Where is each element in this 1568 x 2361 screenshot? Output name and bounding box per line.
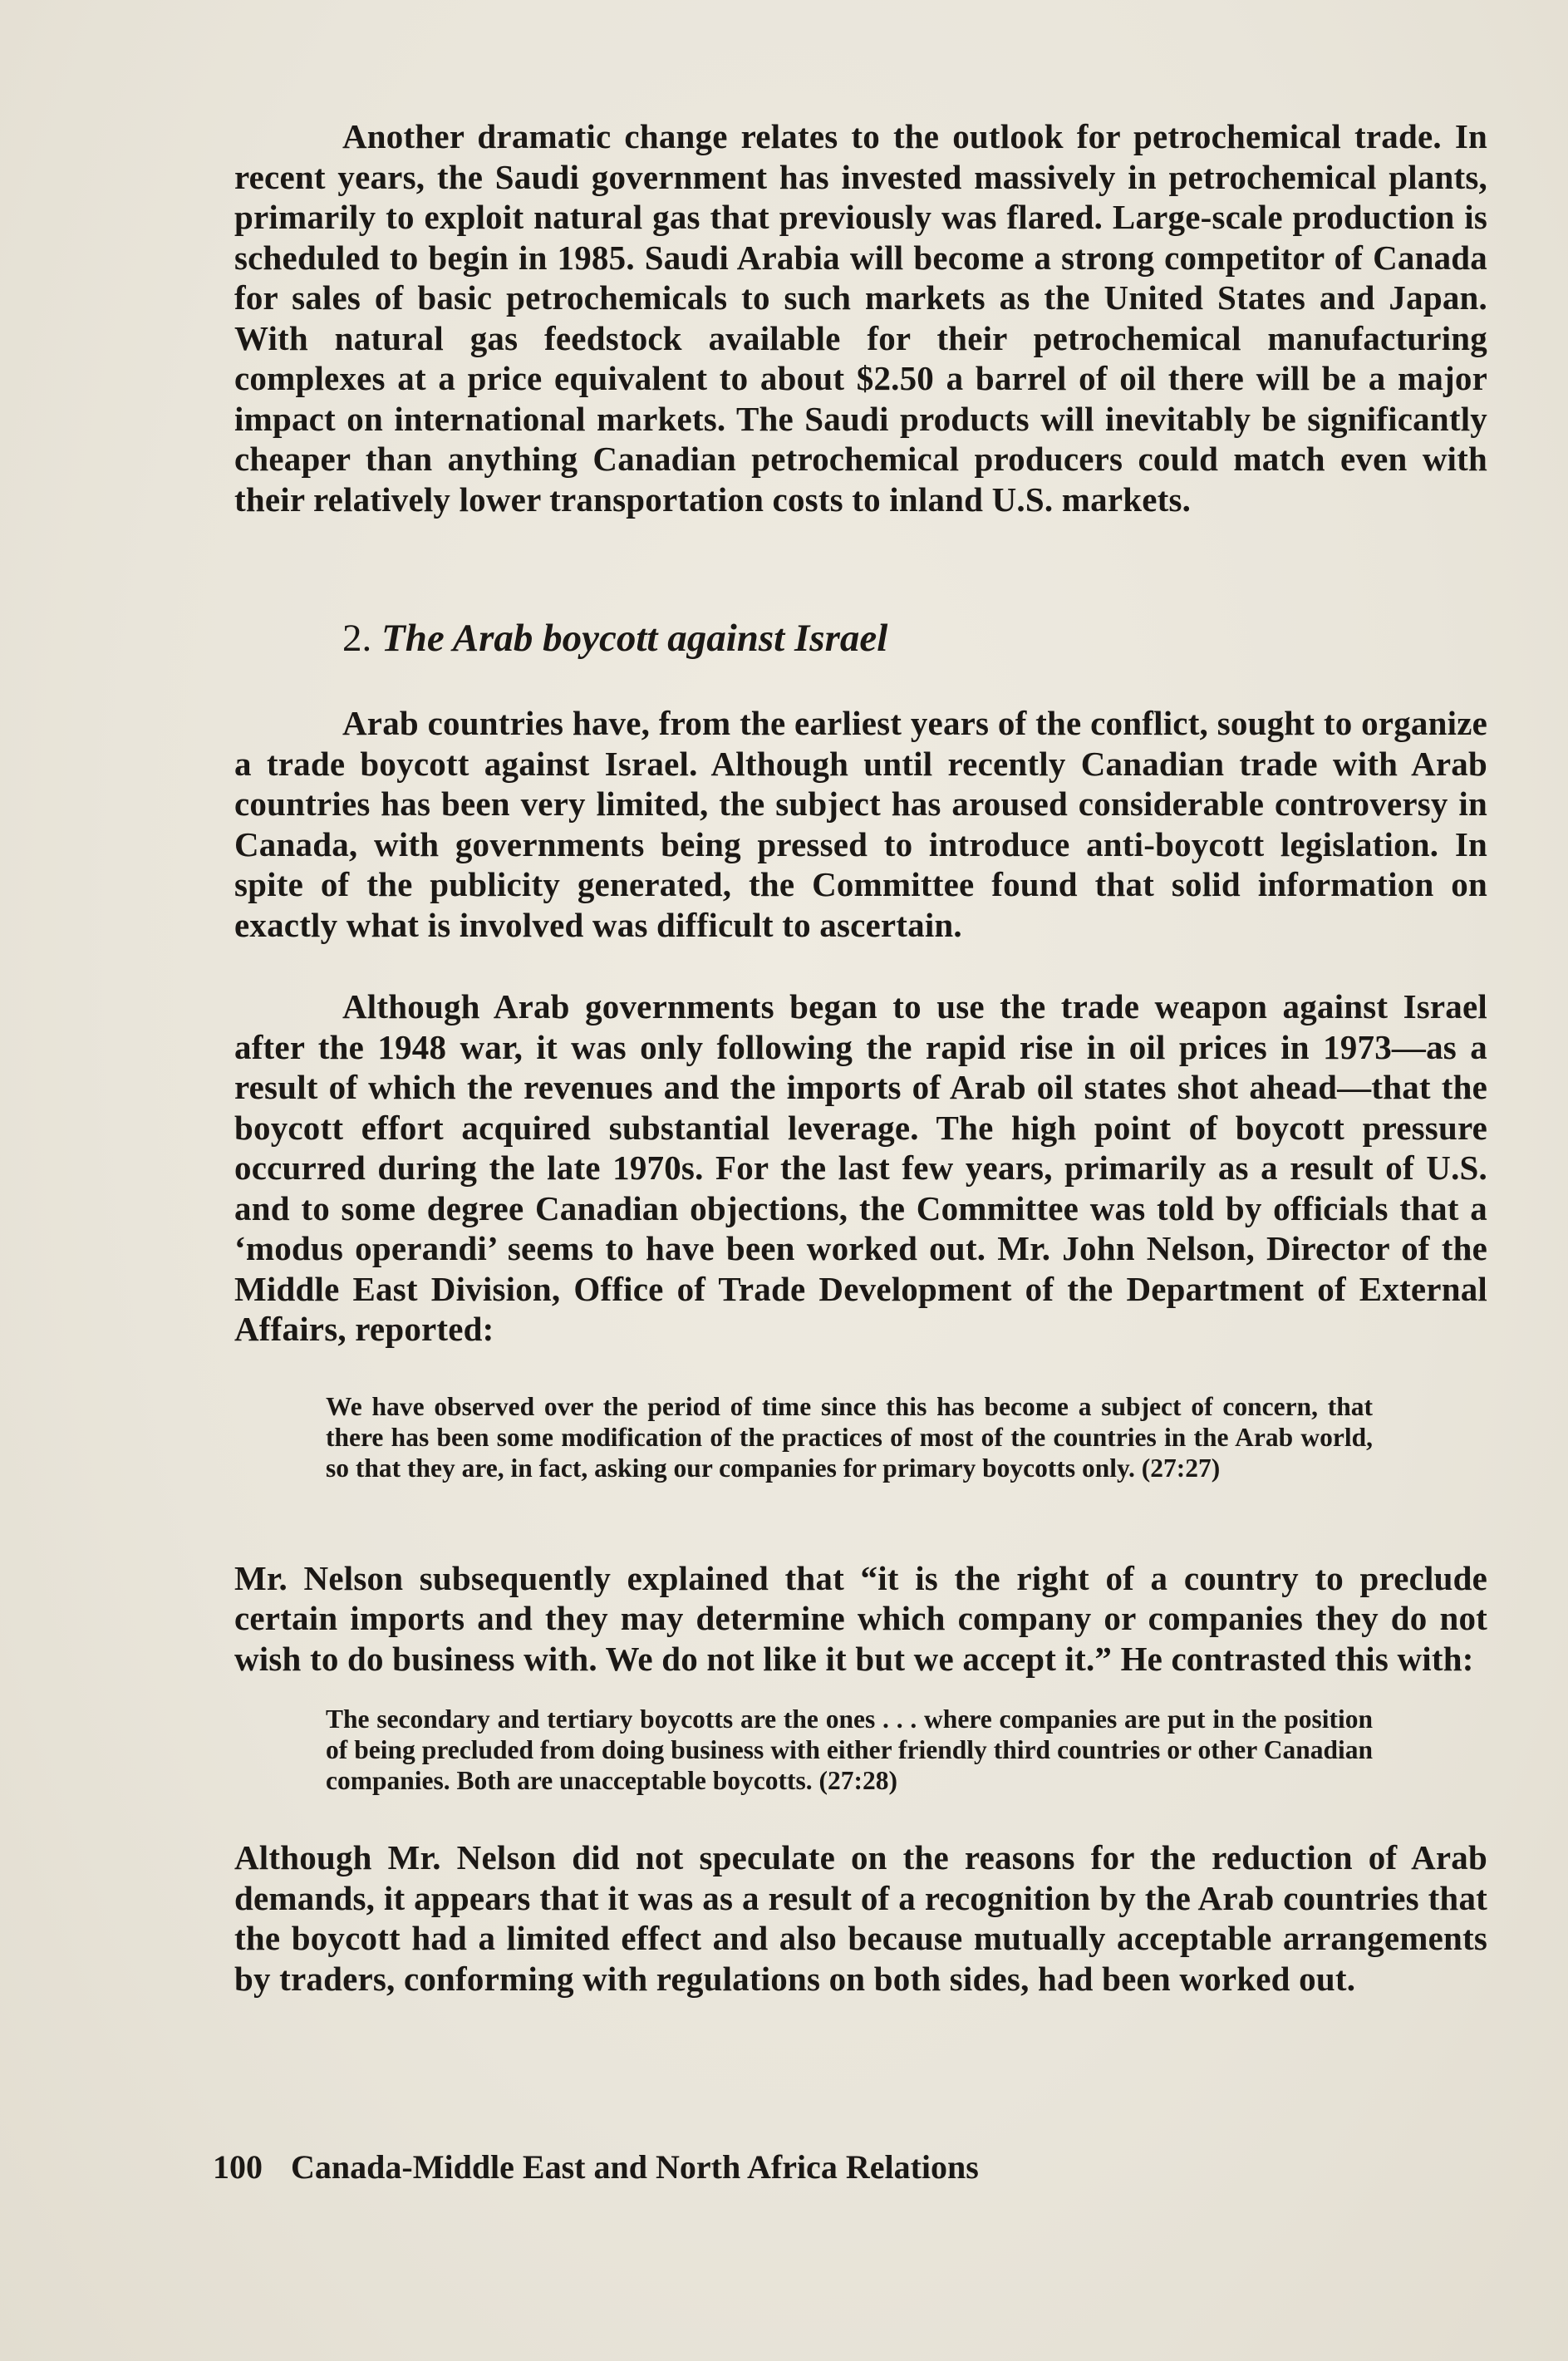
quote-nelson-primary-boycotts: We have observed over the period of time since this has become a subject of concern, that there has been some modification of the practices of most of the countries in the Arab world, so that they are, in fact, asking our companies for primary boycotts only. (27:27) bbox=[326, 1391, 1373, 1483]
paragraph-boycott-history: Although Arab governments began to use the trade weapon against Israel after the 1948 war, it was only following the rapid rise in oil prices in 1973—as a result of which the revenues and the imports of Arab oil states shot ahead—that the boycott effort acquired substantial leverage. The high point of boycott pressure occurred during the late 1970s. For the last few years, primarily as a result of U.S. and to some degree Canadian objections, the Committee was told by officials that a ‘modus operandi’ seems to have been worked out. Mr. John Nelson, Director of the Middle East Division, Office of Trade Development of the Department of External Affairs, reported: bbox=[234, 987, 1487, 1348]
page-footer bbox=[213, 2147, 979, 2186]
running-title: Canada-Middle East and North Africa Relations bbox=[291, 2148, 979, 2186]
paragraph-nelson-explanation: Mr. Nelson subsequently explained that “it is the right of a country to preclude certain imports and they may determine which company or companies they do not wish to do business with. We do not like it but we accept it.” He contrasted this with: bbox=[234, 1558, 1487, 1678]
section-number: 2. bbox=[342, 617, 372, 660]
page-number: 100 bbox=[213, 2148, 263, 2186]
quote-nelson-secondary-boycotts: The secondary and tertiary boycotts are the ones . . . where companies are put in the position of being precluded from doing business with either friendly third countries or other Canadian companies. Both are unacceptable boycotts. (27:28) bbox=[326, 1704, 1373, 1795]
section-title: The Arab boycott against Israel bbox=[381, 617, 888, 660]
paragraph-boycott-conclusion: Although Mr. Nelson did not speculate on the reasons for the reduction of Arab demands, it appears that it was as a result of a recognition by the Arab countries that the boycott had a limited effect and also because mutually acceptable arrangements by traders, conforming with regulations on both sides, had been worked out. bbox=[234, 1838, 1487, 1998]
text-column bbox=[234, 116, 1487, 1999]
section-heading bbox=[234, 615, 1487, 662]
paragraph-petrochemical-trade: Another dramatic change relates to the outlook for petrochemical trade. In recent years, the Saudi government has invested massively in petrochemical plants, primarily to exploit natural gas that previously was flared. Large-scale production is scheduled to begin in 1985. Saudi Arabia will become a strong competitor of Canada for sales of basic petrochemicals to such markets as the United States and Japan. With natural gas feedstock available for their petrochemical manufacturing complexes at a price equivalent to about $2.50 a barrel of oil there will be a major impact on international markets. The Saudi products will inevitably be significantly cheaper than anything Canadian petrochemical producers could match even with their relatively lower transportation costs to inland U.S. markets. bbox=[234, 117, 1487, 519]
paragraph-boycott-intro: Arab countries have, from the earliest years of the conflict, sought to organize a trade boycott against Israel. Although until recently Canadian trade with Arab countries has been very limited, the subject has aroused considerable controversy in Canada, with governments being pressed to introduce anti-boycott legislation. In spite of the publicity generated, the Committee found that solid information on exactly what is involved was difficult to ascertain. bbox=[234, 704, 1487, 944]
